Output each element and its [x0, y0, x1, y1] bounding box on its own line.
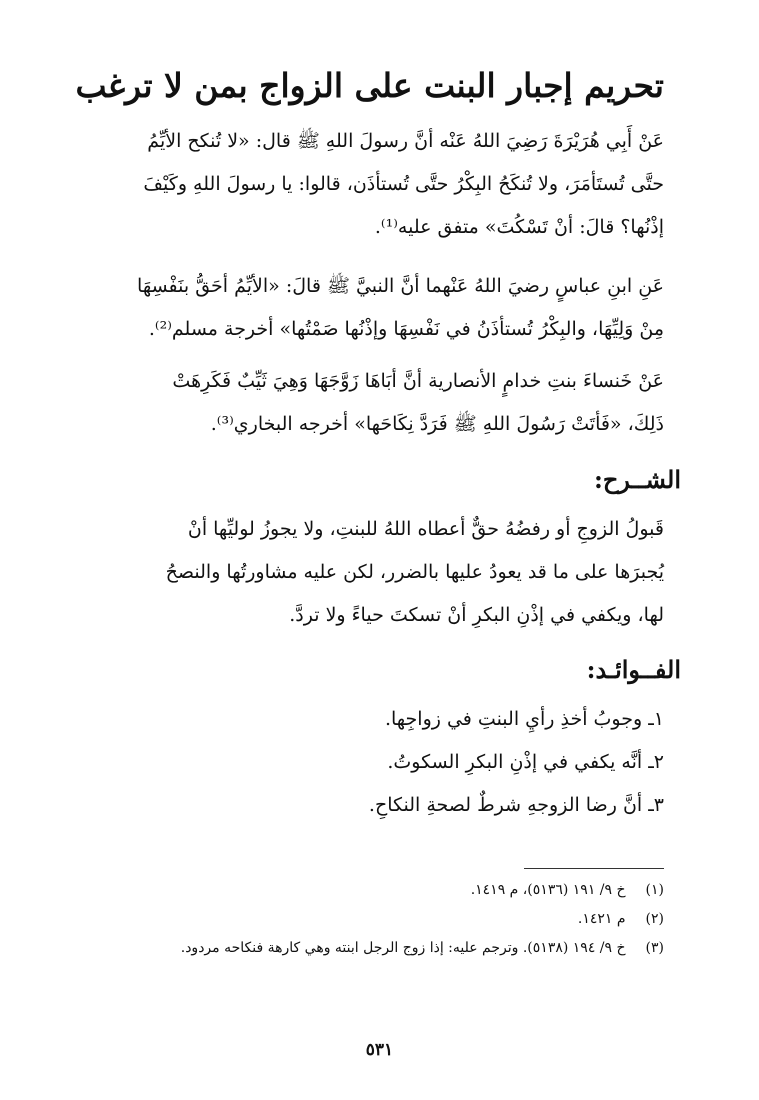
- hadith-paragraph-2: [95, 265, 664, 351]
- text-line: عَنْ أَبِي هُرَيْرَةَ رَضِيَ اللهُ عَنْه أنَّ رسولَ اللهِ ﷺ قال: «لا تُنكح الأيِّمُ: [147, 130, 664, 152]
- footnote: [95, 934, 664, 963]
- text-line: عَنِ ابنِ عباسٍ رضيَ اللهُ عَنْهما أنَّ النبيَّ ﷺ قالَ: «الأيِّمُ أحَقُّ بنَفْسِهَا: [137, 275, 664, 297]
- footnote-number: (٢): [645, 911, 664, 927]
- text-line: إذْنُها؟ قالَ: أنْ تَسْكُتَ» متفق عليه⁽¹⁾.: [374, 216, 664, 238]
- text-line: قَبولُ الزوجِ أو رفضُهُ حقٌّ أعطاه اللهُ للبنتِ، ولا يجوزُ لوليِّها أنْ: [187, 518, 664, 540]
- hadith-paragraph-3: [95, 360, 664, 446]
- hadith-paragraph-1: [95, 120, 664, 249]
- list-item: ١ـ وجوبُ أخذِ رأيِ البنتِ في زواجِها.: [384, 708, 664, 730]
- footnote-number: (٣): [645, 940, 664, 956]
- footnote-text: خ ٩/ ١٩١ (٥١٣٦)، م ١٤١٩.: [470, 882, 626, 898]
- footnote: [95, 905, 664, 934]
- fawaid-list: [369, 698, 664, 827]
- footnote: [95, 876, 664, 905]
- text-line: عَنْ خَنساءَ بنتِ خدامٍ الأنصارية أنَّ أبَاهَا زَوَّجَهَا وَهِيَ ثَيِّبٌ فَكَرِهَتْ: [172, 370, 664, 392]
- text-line: مِنْ وَلِيِّهَا، والبِكْرُ تُستأذَنُ في نَفْسِهَا وإذْنُها صَمْتُها» أخرجة مسلم⁽²⁾.: [148, 318, 664, 340]
- footnotes: [95, 868, 664, 963]
- footnote-number: (١): [645, 882, 664, 898]
- footnote-text: م ١٤٢١.: [577, 911, 626, 927]
- page-number: ٥٣١: [365, 1040, 394, 1060]
- fawaid-heading: الفــوائـد:: [586, 655, 681, 684]
- sharh-heading: الشــرح:: [593, 465, 681, 494]
- text-line: حتَّى تُستَأمَرَ، ولا تُنكَحُ البِكْرُ حتَّى تُستأذَن، قالوا: يا رسولَ اللهِ وكَيْفَ: [143, 173, 664, 195]
- list-item: ٢ـ أنَّه يكفي في إذْنِ البكرِ السكوتُ.: [387, 751, 664, 773]
- page-title: تحريم إجبار البنت على الزواج بمن لا ترغب: [75, 66, 664, 105]
- text-line: لها، ويكفي في إذْنِ البكرِ أنْ تسكتَ حياءً ولا تردَّ.: [289, 604, 664, 626]
- list-item: ٣ـ أنَّ رضا الزوجهِ شرطٌ لصحةِ النكاحِ.: [368, 794, 664, 816]
- text-line: ذَلِكَ، «فَأتَتْ رَسُولَ اللهِ ﷺ فَرَدَّ نِكَاحَها» أخرجه البخاري⁽³⁾.: [210, 413, 664, 435]
- text-line: يُجبرَها على ما قد يعودُ عليها بالضرر، لكن عليه مشاورتُها والنصحُ: [165, 561, 664, 583]
- footnote-text: خ ٩/ ١٩٤ (٥١٣٨). وترجم عليه: إذا زوج الرجل ابنته وهي كارهة فنكاحه مردود.: [180, 940, 626, 956]
- sharh-paragraph: [95, 508, 664, 637]
